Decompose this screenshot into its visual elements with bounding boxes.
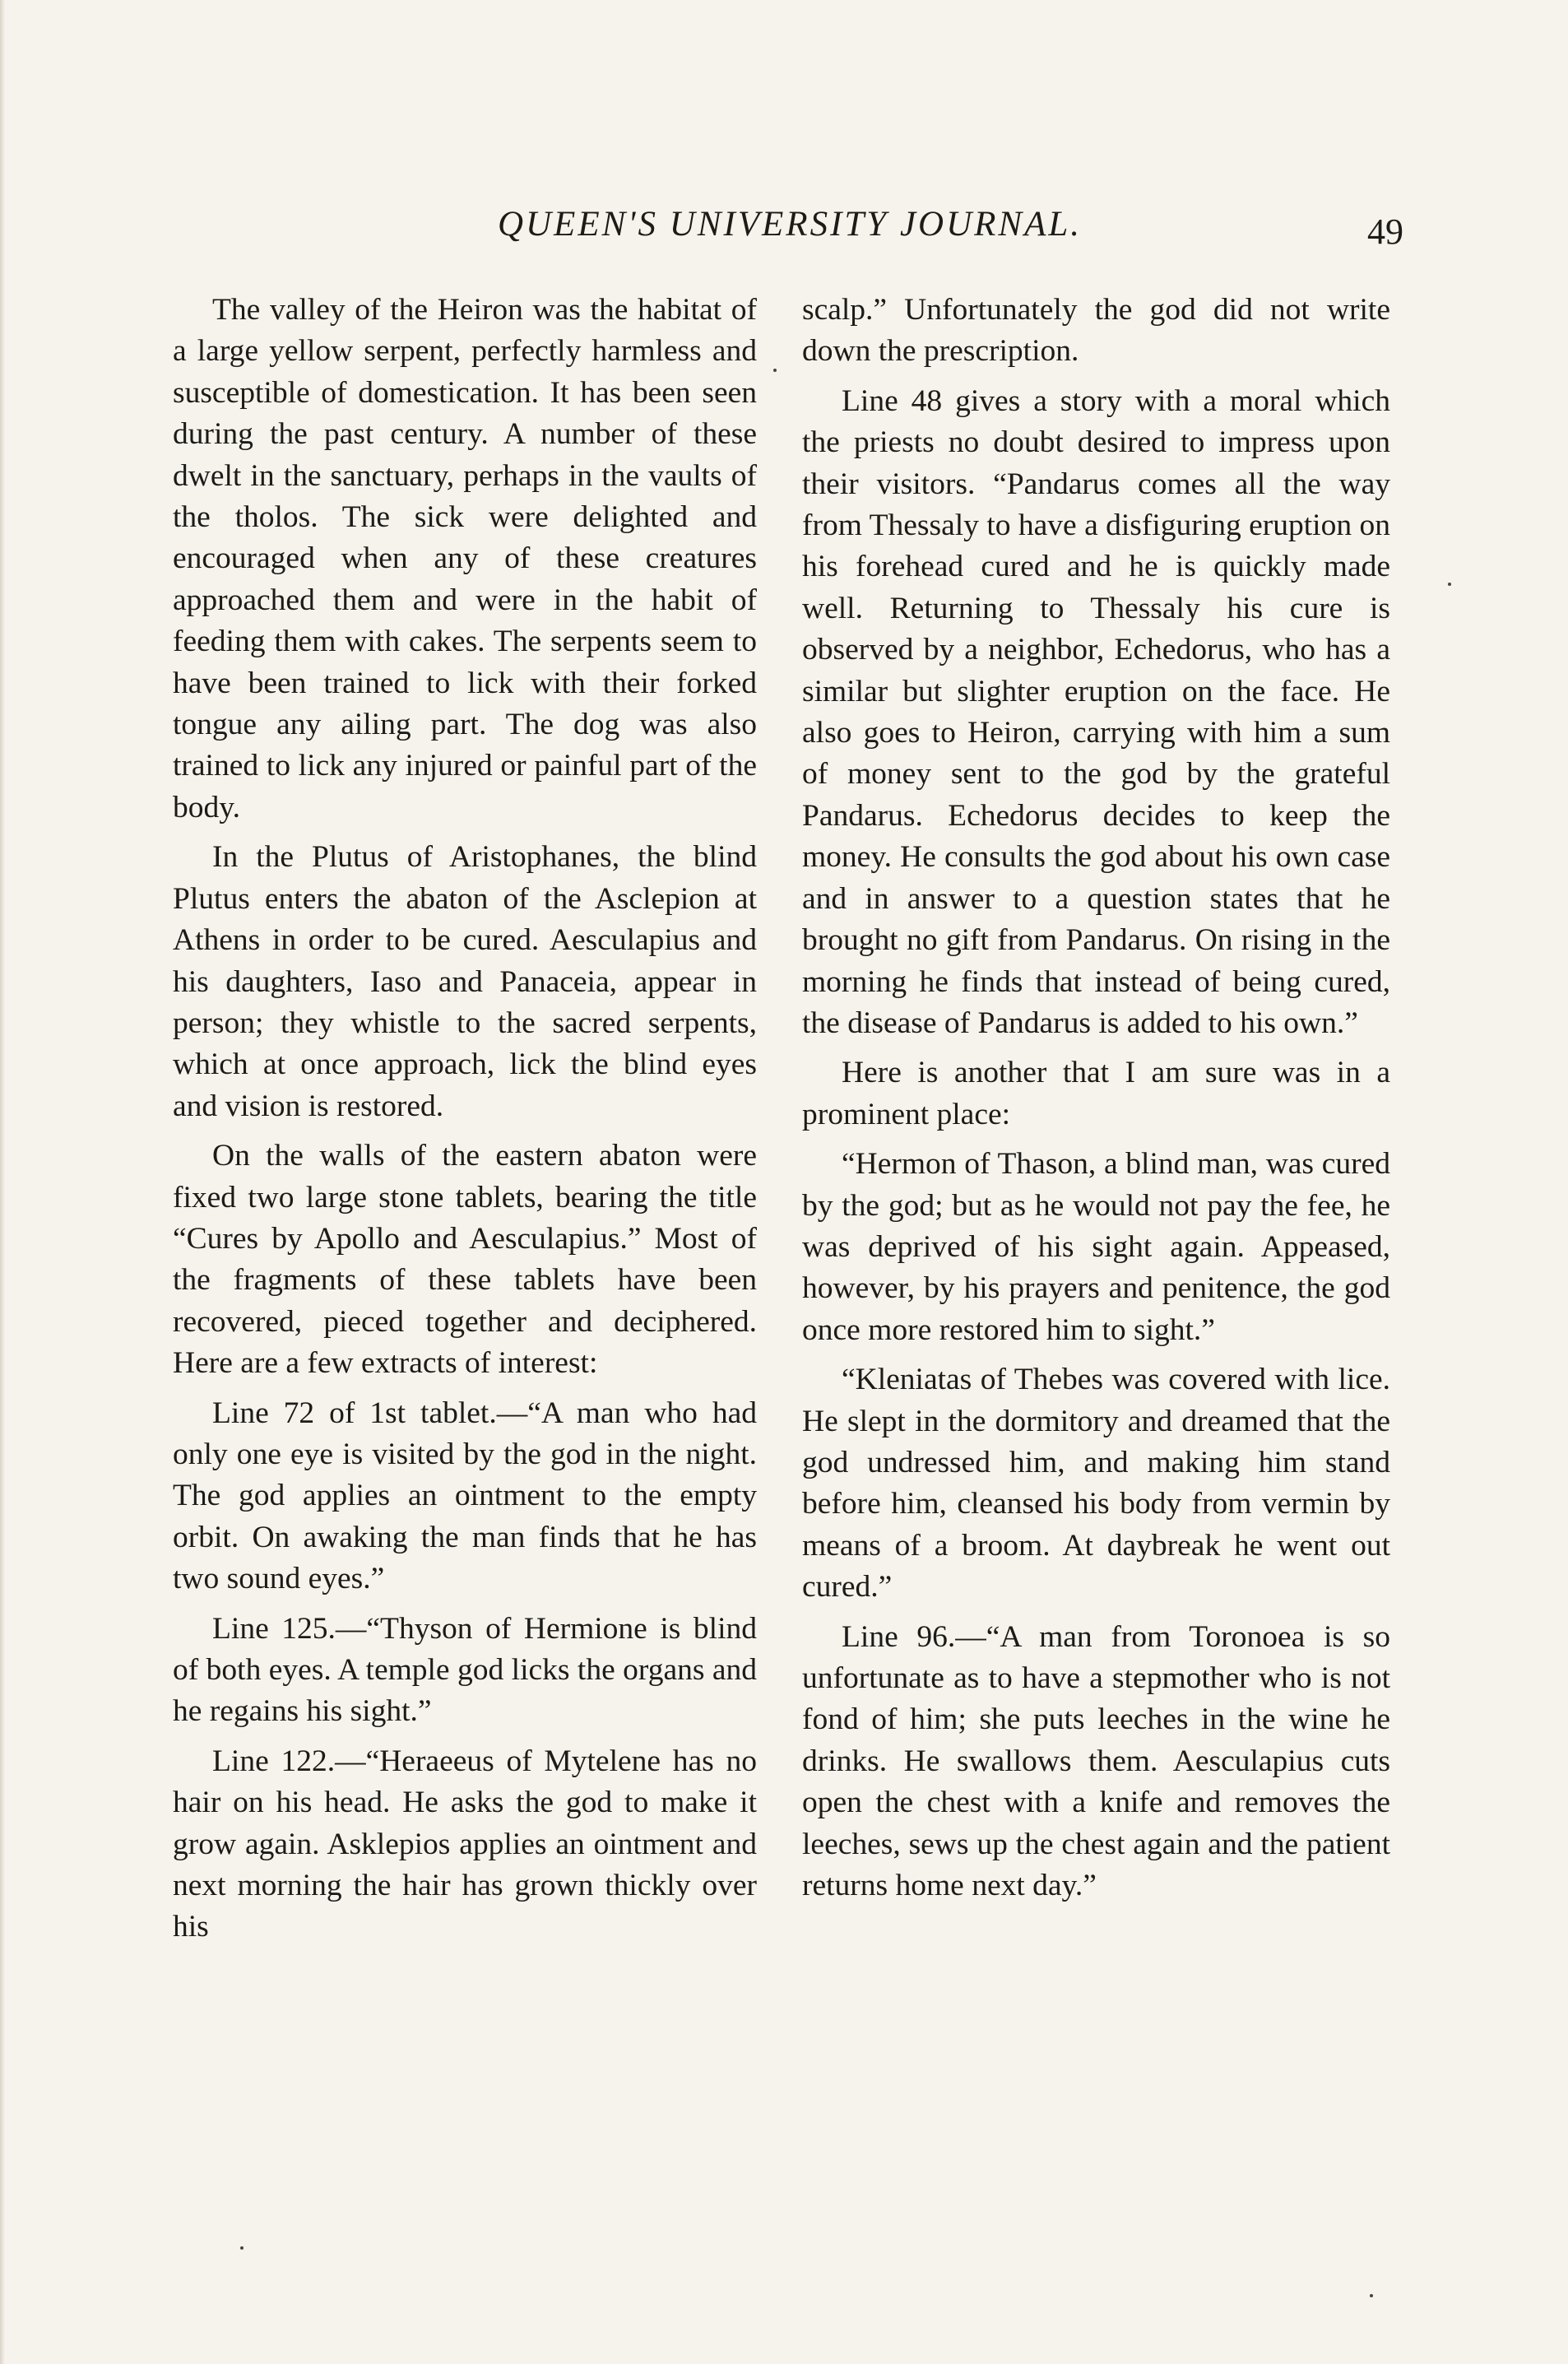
paragraph: In the Plutus of Aristophanes, the blind Plutus enters the abaton of the Asclepion at Athens in order to be cured. Aesculapius and his daughters, Iaso and Panaceia, appear in person; they whistle to the sacred serpents, which at once approach, lick the blind eyes and vision is restored. — [173, 840, 757, 1123]
continued-paragraph: scalp.” Unfortunately the god did not write down the prescription. — [802, 293, 1390, 369]
paragraph: Line 48 gives a story with a moral which the priests no doubt desired to impress upon their visitors. “Pandarus comes all the way from Thessaly to have a disfiguring eruption on his forehead cured and he is quickly made well. Returning to Thessaly his cure is observed by a neighbor, Echedorus, who has a similar but slighter eruption on the face. He also goes to Heiron, carrying with him a sum of money sent to the god by the grateful Pandarus. Echedorus decides to keep the money. He consults the god about his own case and in answer to a question states that he brought no gift from Pandarus. On rising in the morning he finds that instead of being cured, the disease of Pandarus is added to his own.” — [802, 383, 1390, 1040]
paragraph: Line 122.—“Heraeeus of Mytelene has no hair on his head. He asks the god to make it grow again. Asklepios applies an ointment and next morning the hair has grown thickly over his — [173, 1744, 757, 1944]
paragraph: On the walls of the eastern abaton were fixed two large stone tablets, bearing the title “Cures by Apollo and Aesculapius.” Most of the fragments of these tablets have been recovered, pieced together and deciphered. Here are a few extracts of interest: — [173, 1139, 757, 1381]
paragraph: Line 72 of 1st tablet.—“A man who had only one eye is visited by the god in the night. The god applies an ointment to the empty orbit. On awaking the man finds that he has two sound eyes.” — [173, 1396, 757, 1596]
running-header-title: QUEEN'S UNIVERSITY JOURNAL. — [497, 205, 1083, 244]
right-column — [802, 290, 1390, 1915]
print-speck — [240, 2246, 244, 2250]
paragraph: Line 96.—“A man from Toronoea is so unfortunate as to have a stepmother who is not fond of him; she puts leeches in the wine he drinks. He swallows them. Aesculapius cuts open the chest with a knife and removes the leeches, sews up the chest again and the patient returns home next day.” — [802, 1619, 1390, 1903]
paragraph: The valley of the Heiron was the habitat of a large yellow serpent, perfectly harmless and susceptible of domestication. It has been seen during the past century. A number of these dwelt in the sanctuary, perhaps in the vaults of the tholos. The sick were delighted and encouraged when any of these creatures approached them and were in the habit of feeding them with cakes. The serpents seem to have been trained to lick with their forked tongue any ailing part. The dog was also trained to lick any injured or painful part of the body. — [173, 293, 757, 824]
page-edge-shadow — [0, 0, 5, 2364]
print-speck — [1370, 2294, 1373, 2297]
paragraph: “Hermon of Thason, a blind man, was cured by the god; but as he would not pay the fee, he was deprived of his sight again. Appeased, however, by his prayers and penitence, the god once more restored him to sight.” — [802, 1147, 1390, 1347]
paragraph: Here is another that I am sure was in a prominent place: — [802, 1056, 1390, 1131]
paragraph: “Kleniatas of Thebes was covered with lice. He slept in the dormitory and dreamed that the god undressed him, and making him stand before him, cleansed his body from vermin by means of a broom. At daybreak he went out cured.” — [802, 1363, 1390, 1605]
print-speck — [773, 369, 777, 372]
print-speck — [1448, 583, 1451, 586]
left-column — [173, 290, 757, 1957]
page-number: 49 — [1367, 211, 1403, 252]
paragraph: Line 125.—“Thyson of Hermione is blind of both eyes. A temple god licks the organs and he regains his sight.” — [173, 1611, 757, 1729]
